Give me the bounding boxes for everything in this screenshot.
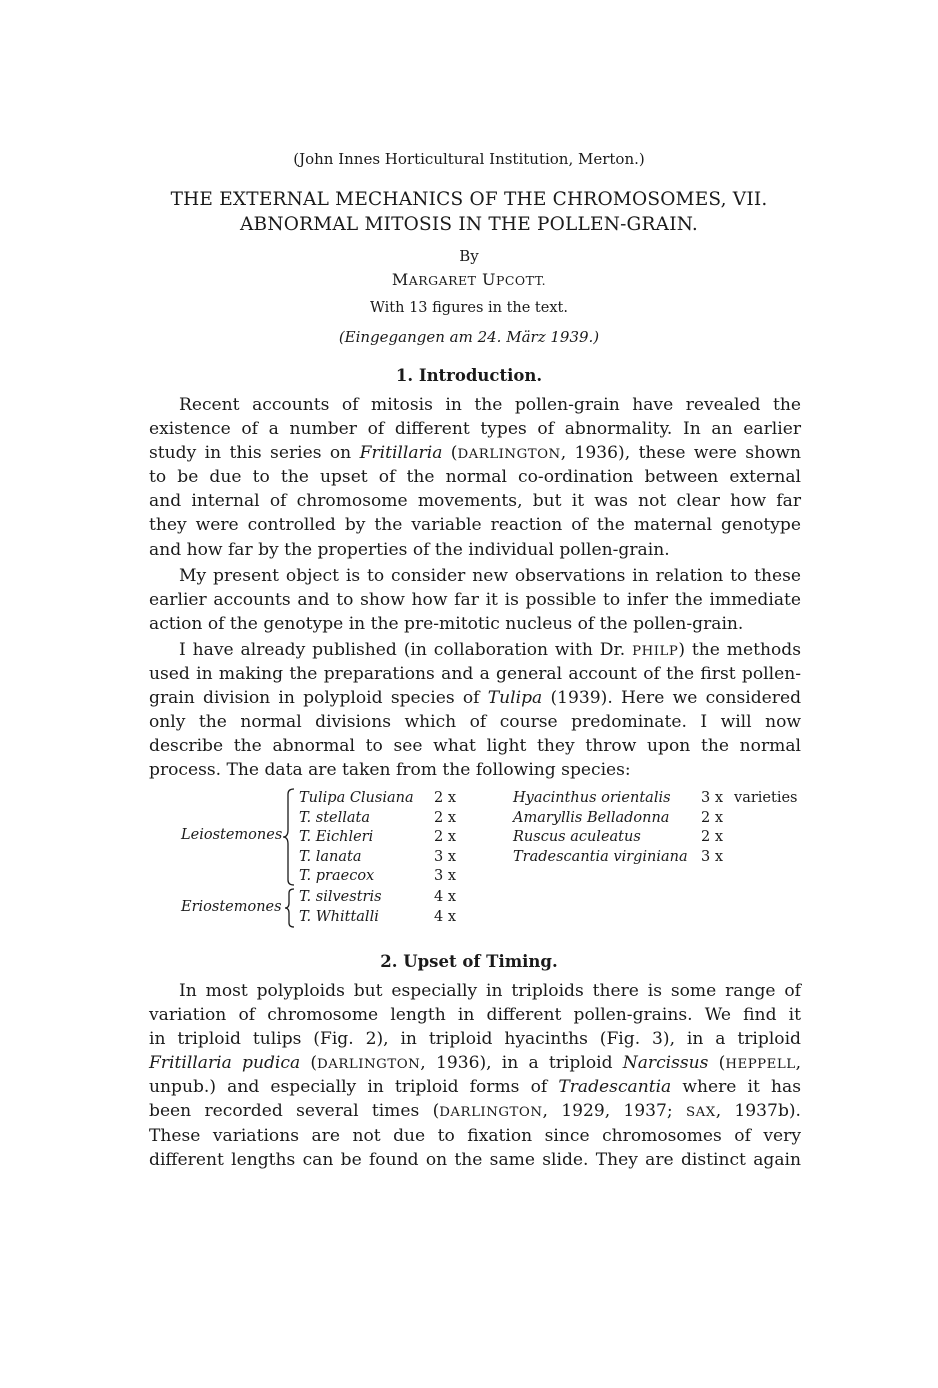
ploidy-level: 3 x	[701, 790, 724, 806]
species-row	[513, 789, 797, 809]
species-row	[299, 888, 474, 908]
taxon-name: Fritillaria pudica	[149, 1053, 301, 1074]
received-date: (Eingegangen am 24. März 1939.)	[338, 328, 600, 346]
text-line: action of the genotype in the pre-mitotic nucleus of the pollen-grain.	[149, 614, 744, 635]
text-line: variation of chromosome length in different pollen-grains. We find it	[149, 1005, 801, 1026]
leiostemones-list	[299, 789, 474, 887]
timing-paragraph-1	[149, 979, 801, 1172]
other-species-list	[513, 789, 797, 867]
ploidy-level: 4 x	[434, 908, 457, 925]
taxon-name: Narcissus	[622, 1053, 709, 1074]
text-run: ,	[795, 1053, 801, 1074]
species-row	[299, 848, 474, 868]
text-line: and internal of chromosome movements, but it was not clear how far	[149, 491, 801, 512]
text-run: , 1929, 1937;	[542, 1101, 686, 1122]
species-row	[513, 809, 797, 829]
leiostemones-brace	[282, 788, 296, 886]
text-run: , 1936), these were shown	[560, 443, 802, 464]
section-heading-upset-of-timing: 2. Upset of Timing.	[380, 952, 558, 971]
text-run: I have already published (in collaboration with Dr.	[179, 640, 633, 660]
intro-paragraph-3	[149, 638, 801, 783]
eriostemones-label: Eriostemones	[181, 899, 282, 915]
text-run: (	[442, 443, 458, 464]
species-note: varieties	[734, 790, 798, 806]
author-citation: HEPPELL	[725, 1057, 796, 1073]
species-name: Ruscus aculeatus	[513, 829, 641, 845]
text-run: where it has	[671, 1077, 801, 1098]
species-name: T. Eichleri	[299, 829, 374, 845]
author-citation: PHILP	[632, 644, 679, 659]
ploidy-level: 2 x	[701, 829, 724, 845]
author-name	[0, 270, 938, 289]
text-run: unpub.) and especially in triploid forms of	[149, 1077, 559, 1098]
species-row	[299, 908, 474, 928]
species-row	[513, 848, 797, 868]
text-line	[149, 1051, 801, 1075]
species-name: T. stellata	[299, 809, 370, 826]
text-run: ) the methods	[678, 640, 801, 660]
ploidy-level: 2 x	[434, 809, 457, 826]
ploidy-level: 3 x	[434, 868, 457, 884]
text-line	[149, 1075, 801, 1099]
ploidy-level: 3 x	[434, 848, 457, 865]
author-first-initial: M	[391, 270, 409, 289]
species-name: T. lanata	[299, 848, 362, 865]
intro-paragraph-1	[149, 393, 801, 562]
species-name: T. praecox	[299, 868, 375, 884]
species-name: T. silvestris	[299, 889, 382, 905]
taxon-name: Tradescantia	[558, 1077, 672, 1098]
text-line: My present object is to consider new observations in relation to these	[179, 566, 801, 586]
species-row	[299, 828, 474, 848]
text-line: These variations are not due to fixation since chromosomes of very	[149, 1125, 801, 1146]
species-row	[513, 828, 797, 848]
text-run: (1939). Here we considered	[542, 688, 802, 709]
eriostemones-brace	[284, 888, 296, 928]
text-run: , 1936), in a triploid	[420, 1053, 623, 1074]
ploidy-level: 3 x	[701, 848, 724, 865]
author-last-initial: U	[482, 270, 496, 289]
ploidy-level: 2 x	[434, 790, 457, 806]
author-citation: DARLINGTON	[439, 1105, 543, 1121]
text-line: only the normal divisions which of course predominate. I will now	[149, 712, 801, 733]
ploidy-level: 4 x	[434, 889, 457, 905]
intro-paragraph-2	[149, 564, 801, 636]
text-line: In most polyploids but especially in triploids there is some range of	[179, 981, 801, 1001]
text-run: grain division in polyploid species of	[149, 688, 488, 709]
text-line: earlier accounts and to show how far it is possible to infer the immediate	[149, 590, 801, 611]
text-line	[149, 638, 801, 662]
text-line: process. The data are taken from the following species:	[149, 760, 631, 781]
figures-note: With 13 figures in the text.	[370, 300, 568, 316]
author-first-rest: ARGARET	[408, 273, 477, 288]
species-name: Amaryllis Belladonna	[513, 809, 670, 826]
title-line-1: THE EXTERNAL MECHANICS OF THE CHROMOSOMES, VII.	[170, 189, 768, 210]
taxon-name: Fritillaria	[359, 443, 443, 464]
species-name: T. Whittalli	[299, 908, 379, 925]
text-line: to be due to the upset of the normal co-ordination between external	[149, 467, 801, 488]
text-line: in triploid tulips (Fig. 2), in triploid hyacinths (Fig. 3), in a triploid	[149, 1029, 801, 1050]
author-citation: DARLINGTON	[317, 1057, 421, 1073]
text-line	[149, 686, 801, 710]
species-row	[299, 789, 474, 809]
text-line: used in making the preparations and a general account of the first pollen-	[149, 664, 801, 685]
text-run: (	[300, 1053, 318, 1074]
text-line: describe the abnormal to see what light they throw upon the normal	[149, 736, 801, 757]
species-row	[299, 867, 474, 887]
text-line: existence of a number of different types of abnormality. In an earlier	[149, 419, 801, 440]
author-citation: DARLINGTON	[457, 447, 561, 463]
text-line: and how far by the properties of the individual pollen-grain.	[149, 539, 670, 560]
text-line: different lengths can be found on the same slide. They are distinct again	[149, 1149, 801, 1170]
paper-title	[0, 187, 938, 237]
by-line: By	[459, 247, 479, 265]
text-run: been recorded several times (	[149, 1101, 440, 1122]
species-name: Tulipa Clusiana	[299, 790, 414, 806]
author-last-rest: PCOTT.	[495, 273, 547, 288]
species-row	[299, 809, 474, 829]
taxon-name: Tulipa	[487, 688, 543, 709]
section-heading-introduction: 1. Introduction.	[395, 366, 543, 385]
ploidy-level: 2 x	[701, 809, 724, 826]
leiostemones-label: Leiostemones	[181, 827, 283, 843]
species-name: Tradescantia virginiana	[513, 848, 688, 865]
author-citation: SAX	[685, 1105, 716, 1121]
species-name: Hyacinthus orientalis	[513, 790, 671, 806]
text-line: they were controlled by the variable reaction of the maternal genotype	[149, 515, 801, 536]
affiliation: (John Innes Horticultural Institution, Merton.)	[293, 150, 645, 168]
text-line: Recent accounts of mitosis in the pollen-grain have revealed the	[179, 395, 801, 415]
text-line	[149, 1099, 801, 1123]
text-run: (	[708, 1053, 726, 1074]
text-run: study in this series on	[149, 443, 360, 464]
title-line-2: ABNORMAL MITOSIS IN THE POLLEN-GRAIN.	[239, 214, 699, 235]
text-run: , 1937b).	[715, 1101, 801, 1122]
text-line	[149, 441, 801, 465]
ploidy-level: 2 x	[434, 829, 457, 845]
eriostemones-list	[299, 888, 474, 927]
